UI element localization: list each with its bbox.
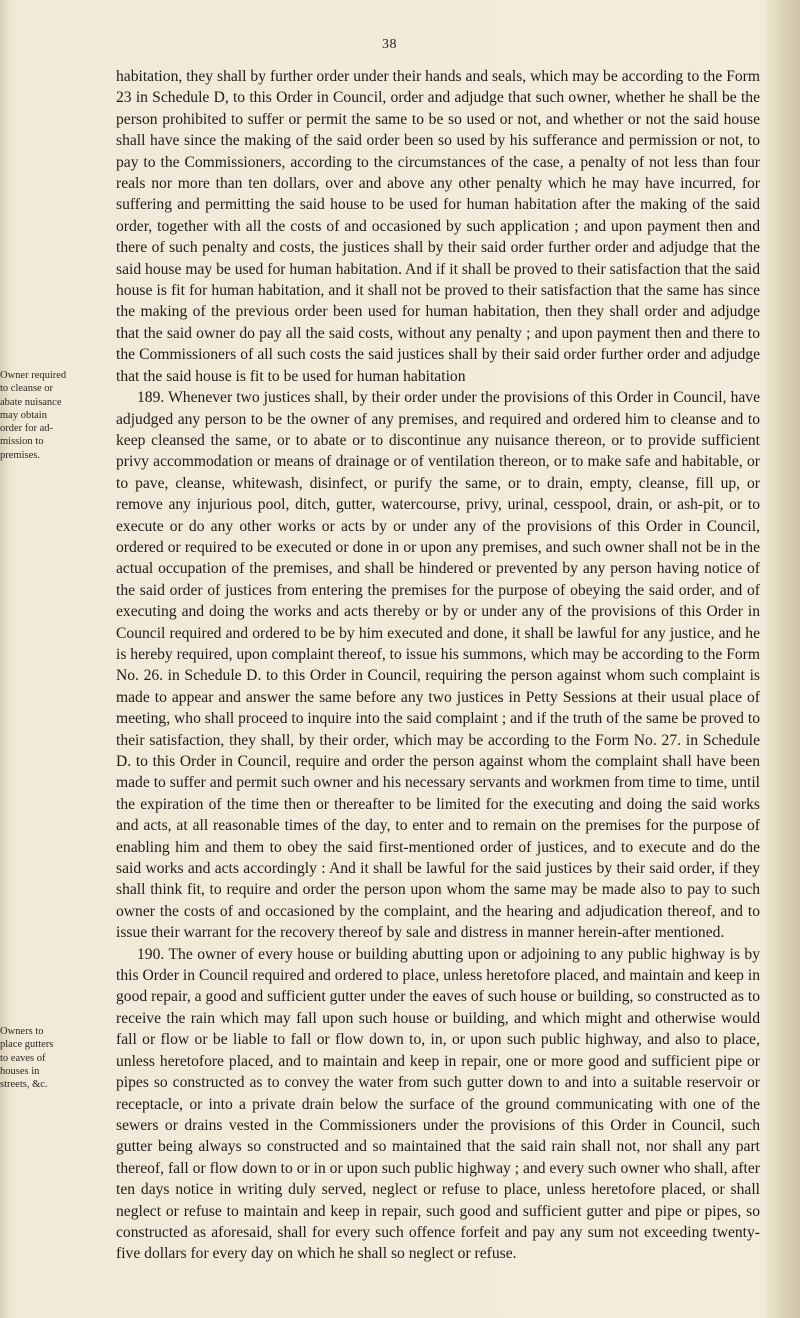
body-text — [116, 66, 760, 1265]
margin-note-owner-cleanse: Owner required to cleanse or abate nuisance may obtain order for ad- mission to premises. — [0, 370, 67, 461]
page-gutter-shadow — [0, 0, 10, 1318]
section-189-number: 189. — [137, 389, 165, 407]
continuation-paragraph: habitation, they shall by further order under their hands and seals, which may be according to the Form 23 in Schedule D, to this Order in Council, order and adjudge that such owner, whether he shall be the person prohibited to suffer or permit the same to be so used or not, and whether or not the said house shall have since the making of the said order been so used by his sufferance and permission or not, to pay to the Commissioners, according to the circumstances of the case, a penalty of not less than four reals nor more than ten dollars, over and above any other penalty which he may have incurred, for suffering and permitting the said house to be used for human habitation after the making of the said order, together with all the costs of and occasioned by such application ; and upon payment then and there of such penalty and costs, the justices shall by their said order further order and adjudge that the said house may be used for human habitation. And if it shall be proved to their satisfaction that the said house is fit for human habitation, and it shall not be proved to their satisfaction that the same has since the making of the previous order been used for human habitation, then they shall order and adjudge that the said owner do pay all the said costs, without any penalty ; and upon payment then and there to the Commissioners of all such costs the said justices shall by their said order further order and adjudge that the said house is fit to be used for human habitation — [116, 68, 760, 385]
section-189-text: Whenever two justices shall, by their order under the provisions of this Order in Council, have adjudged any person to be the owner of any premises, and required and ordered him to cleanse and to keep cleansed the same, or to abate or to discontinue any nuisance thereon, or to provide sufficient privy accommodation or means of drainage or of ventilation thereon, or to make safe and habitable, or to pave, cleanse, whitewash, disinfect, or purify the same, or to drain, empty, cleanse, fill up, or remove any injurious pool, ditch, gutter, watercourse, privy, urinal, cesspool, drain, or ash-pit, or to execute or do any other works or acts by or under any of the provisions of this Order in Council, ordered or required to be executed or done in or upon any premises, and such owner shall not be in the actual occupation of the premises, and shall be hindered or prevented by any person having notice of the said order of justices from entering the premises for the purpose of obeying the said order, and of executing and doing the works and acts thereby or by or under any of the provisions of this Order in Council required and ordered to be by him executed and done, it shall be lawful for any justice, and he is hereby required, upon complaint thereof, to issue his summons, which may be according to the Form No. 26. in Schedule D. to this Order in Council, requiring the person against whom such complaint is made to appear and answer the same before any two justices in Petty Sessions at their usual place of meeting, who shall proceed to inquire into the said complaint ; and if the truth of the same be proved to their satisfaction, they shall, by their order, which may be according to the Form No. 27. in Schedule D. to this Order in Council, require and order the person against whom the complaint shall have been made to suffer and permit such owner and his necessary servants and workmen from time to time, until the expiration of the time then or thereafter to be limited for the executing and doing the said works and acts, at all reasonable times of the day, to enter and to remain on the premises for the purpose of enabling him and them to obey the said first-mentioned order of justices, and to execute and do the said works and acts accordingly : And it shall be lawful for the said justices by their said order, if they shall think fit, to require and order the person upon whom the same may be made also to pay to such owner the costs of and occasioned by the complaint, and the hearing and adjudication thereof, and to issue their warrant for the recovery thereof by sale and distress in manner herein-after mentioned. — [116, 389, 761, 942]
page-edge-shadow — [766, 0, 800, 1318]
section-189 — [116, 387, 760, 944]
section-190 — [116, 944, 760, 1265]
page-number: 38 — [382, 37, 397, 52]
section-190-number: 190. — [137, 945, 165, 963]
section-190-text: The owner of every house or building abutting upon or adjoining to any public highway is by this Order in Council required and ordered to place, unless heretofore placed, and maintain and keep in good repair, a good and sufficient gutter under the eaves of such house or building, so constructed as to receive the rain which may fall upon such house or building, and which might and otherwise would fall or flow or be liable to fall or flow down to, in, or upon such public highway, and also to place, unless heretofore placed, and to maintain and keep in repair, one or more good and sufficient pipe or pipes so constructed as to convey the water from such gutter down to and into a suitable reservoir or receptacle, or into a private drain below the surface of the ground communicating with one of the sewers or drains vested in the Commissioners under the provisions of this Order in Council, such gutter being always so constructed and so maintained that the said rain shall not, nor shall any part thereof, fall or flow down to or in or upon such public highway ; and every such owner who shall, after ten days notice in writing duly served, neglect or refuse to place, unless heretofore placed, or shall neglect or refuse to maintain and keep in repair, such good and sufficient gutter and pipe or pipes, so constructed as aforesaid, shall for every such offence forfeit and pay any sum not exceeding twenty-five dollars for every day on which he shall so neglect or refuse. — [116, 945, 760, 1263]
margin-note-owners-gutters: Owners to place gutters to eaves of houses in streets, &c. — [0, 1026, 54, 1091]
